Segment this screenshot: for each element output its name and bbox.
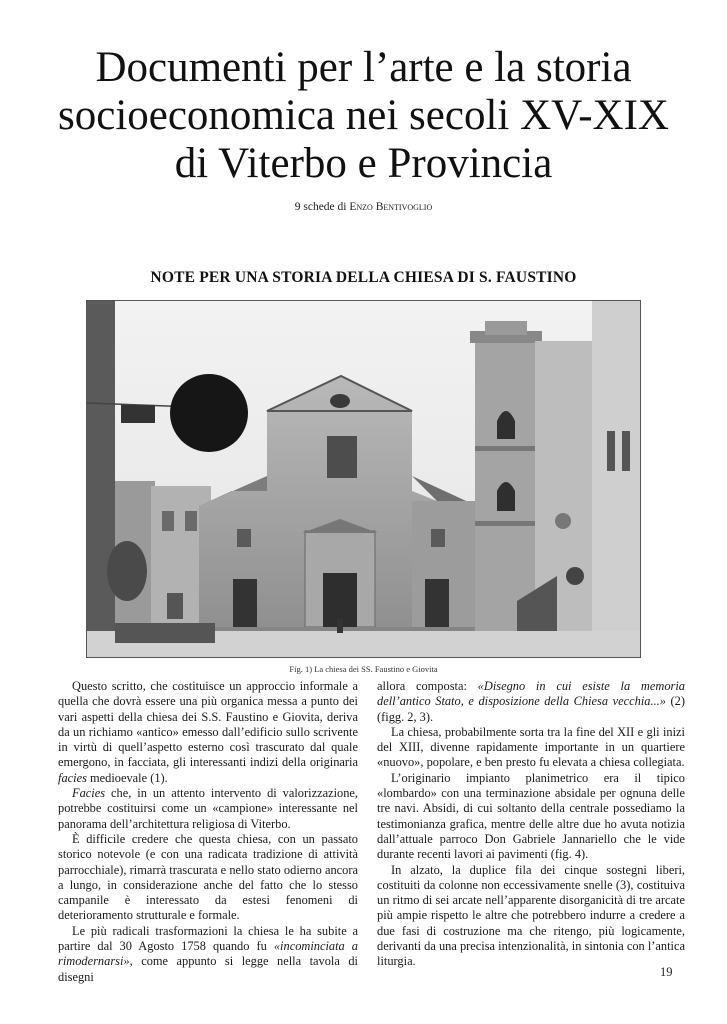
title-line-3: di Viterbo e Provincia bbox=[174, 140, 553, 187]
byline-author: Enzo Bentivoglio bbox=[349, 201, 433, 213]
title-line-2: socioeconomica nei secoli XV-XIX bbox=[58, 92, 669, 139]
byline bbox=[0, 201, 727, 213]
figure-caption: Fig. 1) La chiesa dei SS. Faustino e Giovita bbox=[289, 664, 438, 674]
paragraph: allora composta: «Disegno in cui esiste la memoria dell’antico Stato, e disposizione della Chiesa vecchia...» (2) (figg. 2, 3). bbox=[377, 679, 685, 724]
paragraph: In alzato, la duplice fila dei cinque sostegni liberi, costituiti da colonne non eccessivamente snelle (3), costituiva un ritmo di sei arcate nell’apparente disorganicità di tre arcate più ampie rispetto le altre che potrebbero indurre a credere a due fasi di costruzione ma che ritengo, più logicamente, derivanti da una precisa intenzionalità, in sintonia con l’antica liturgia. bbox=[377, 862, 685, 969]
paragraph: Questo scritto, che costituisce un approccio informale a quella che dovrà essere una più organica messa a punto dei vari aspetti della chiesa dei S.S. Faustino e Giovita, deriva da un richiamo «antico» emesso dall’edificio sullo scrivente in virtù di quell’aspetto esterno così trascurato dal quale emergono, in facciata, gli interessanti indizi della originaria facies medioevale (1). bbox=[58, 679, 358, 785]
paragraph: Le più radicali trasformazioni la chiesa le ha subite a partire dal 30 Agosto 1758 quando fu «incominciata a rimodernarsi», come appunto si legge nella tavola di disegni bbox=[58, 923, 358, 984]
church-photo-drawing bbox=[87, 301, 640, 657]
paragraph: L’originario impianto planimetrico era il tipico «lombardo» con una terminazione absidale per ognuna delle tre navi. Absidi, di cui soltanto della centrale possediamo la testimonianza grafica, mentre delle altre due ho avuta notizia dall’attuale parroco Don Gabriele Jannariello che le vide durante recenti lavori ai pavimenti (fig. 4). bbox=[377, 770, 685, 862]
church-photo bbox=[86, 300, 641, 658]
article-title bbox=[20, 44, 707, 188]
paragraph: Facies che, in un attento intervento di valorizzazione, potrebbe costituirsi come un «campione» interessante nel panorama dell’architettura religiosa di Viterbo. bbox=[58, 786, 358, 831]
right-column bbox=[377, 679, 685, 970]
left-column bbox=[58, 679, 358, 985]
paragraph: È difficile credere che questa chiesa, con un passato storico notevole (e con una radicata tradizione di attività parrocchiale), rimarrà trascurata e nello stato odierno ancora a lungo, in considerazione anche del fatto che lo stesso campanile è interessato da estesi fenomeni di deterioramento strutturale e formale. bbox=[58, 831, 358, 923]
title-line-1: Documenti per l’arte e la storia bbox=[95, 44, 632, 91]
page-number: 19 bbox=[660, 965, 673, 979]
paragraph: La chiesa, probabilmente sorta tra la fine del XII e gli inizi del XIII, divenne rapidamente importante in un quartiere «nuovo», popolare, e ben presto fu elevata a chiesa collegiata. bbox=[377, 724, 685, 770]
section-heading: NOTE PER UNA STORIA DELLA CHIESA DI S. FAUSTINO bbox=[150, 269, 577, 286]
byline-prefix: 9 schede di bbox=[294, 201, 347, 213]
